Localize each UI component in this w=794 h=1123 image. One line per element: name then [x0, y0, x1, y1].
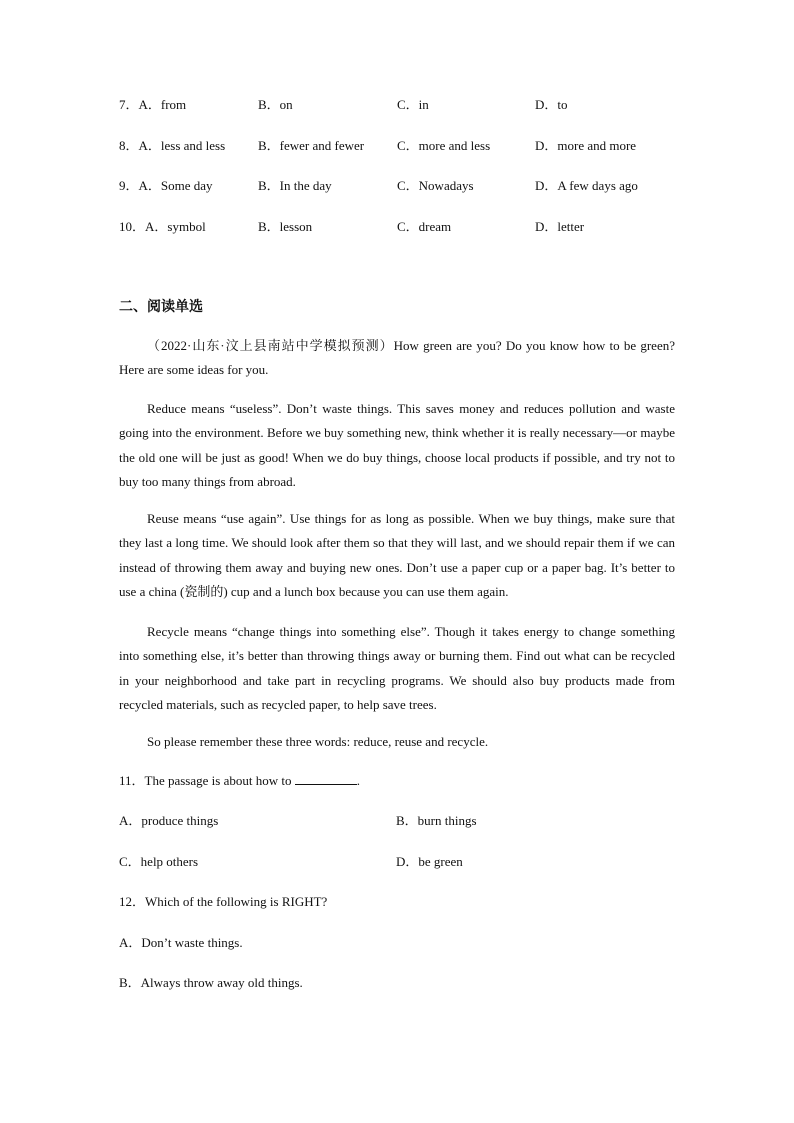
passage-paragraph-recycle: Recycle means “change things into something else”. Though it takes energy to change something into something else, it’s better than throwing things away or burning them. Find out what can be recycled in your neighborhood and take part in recycling programs. We should also buy products made from recycled materials, such as recycled paper, to help save trees.	[119, 624, 675, 712]
passage-paragraph-reuse: Reuse means “use again”. Use things for as long as possible. When we buy things, make sure that they last a long time. We should look after them so that they will last, and we should repair them if we can instead of throwing them away and buying new ones. Don’t use a paper cup or a paper bag. It’s better to use a china (瓷制的) cup and a lunch box because you can use them again.	[119, 511, 675, 599]
option-c: C．Nowadays	[397, 178, 474, 193]
question-11-option-d: D．be green	[396, 854, 463, 869]
option-c: C．in	[397, 97, 429, 112]
option-d: D．more and more	[535, 138, 637, 153]
option-d: D．letter	[535, 219, 585, 234]
option-c: C．more and less	[397, 138, 491, 153]
question-12-option-b: B．Always throw away old things.	[119, 975, 303, 990]
option-a: 10．A．symbol	[119, 219, 206, 234]
option-c: C．dream	[397, 219, 452, 234]
section-title: 二、阅读单选	[119, 299, 203, 315]
option-b: B．lesson	[258, 219, 313, 234]
question-12-stem: 12．Which of the following is RIGHT?	[119, 894, 328, 909]
option-b: B．on	[258, 97, 293, 112]
option-d: D．A few days ago	[535, 178, 638, 193]
question-11-option-a: A．produce things	[119, 813, 219, 828]
passage-intro: （2022·山东·汶上县南站中学模拟预测）How green are you? Do you know how to be green? Here are some ideas for you.	[119, 338, 675, 378]
option-b: B．fewer and fewer	[258, 138, 365, 153]
question-11-stem: 11．The passage is about how to .	[119, 773, 360, 788]
passage-conclusion: So please remember these three words: reduce, reuse and recycle.	[147, 734, 489, 749]
option-a: 7．A．from	[119, 97, 187, 112]
option-d: D．to	[535, 97, 568, 112]
option-a: 9．A．Some day	[119, 178, 213, 193]
answer-blank	[295, 772, 357, 785]
question-11-option-c: C．help others	[119, 854, 199, 869]
option-a: 8．A．less and less	[119, 138, 226, 153]
question-12-option-a: A．Don’t waste things.	[119, 935, 243, 950]
question-11-option-b: B．burn things	[396, 813, 477, 828]
passage-paragraph-reduce: Reduce means “useless”. Don’t waste things. This saves money and reduces pollution and waste going into the environment. Before we buy something new, think whether it is really necessary—or maybe the old one will be just as good! When we do buy things, choose local products if possible, and try not to buy too many things from abroad.	[119, 401, 675, 489]
option-b: B．In the day	[258, 178, 332, 193]
